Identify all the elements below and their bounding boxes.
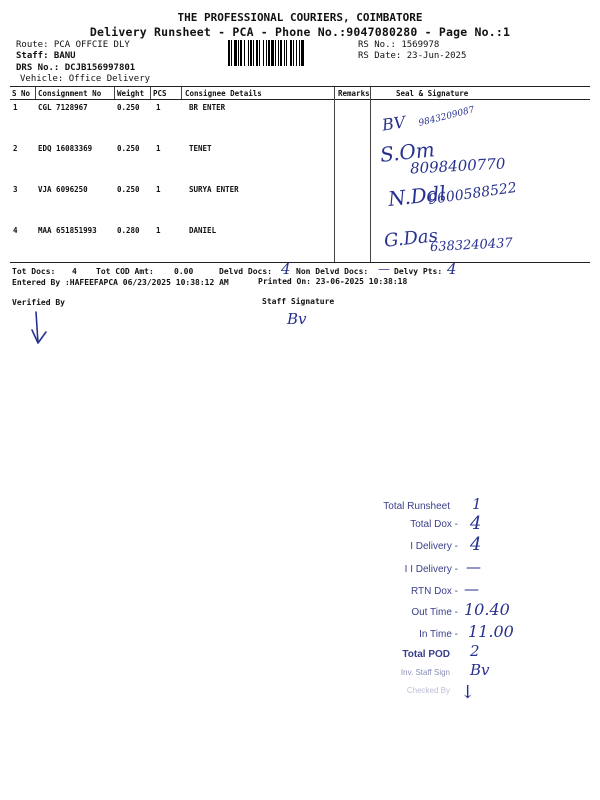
stamp-label: I I Delivery - [404,564,458,575]
stamp-label: Checked By [406,686,450,695]
rs-no: RS No.: 1569978 [358,40,440,50]
stamp-label: I Delivery - [410,541,458,552]
row-weight: 0.250 [117,103,140,112]
row-consignment: EDQ 16083369 [38,144,93,153]
summary-stamp [340,496,540,716]
signature: N.Ddl [386,181,447,211]
runsheet-subtitle: Delivery Runsheet - PCA - Phone No.:9047080280 - Page No.:1 [89,25,511,39]
delvd-docs-value: 4 [281,260,291,278]
row-pcs: 1 [156,226,161,235]
staff: Staff: BANU [16,51,76,61]
vehicle: Vehicle: Office Delivery [20,74,151,84]
stamp-value: 4 [470,534,482,555]
signature-phone: 8098400770 [409,154,506,178]
stamp-label: Inv. Staff Sign [400,668,450,677]
row-weight: 0.280 [117,226,140,235]
stamp-value: — [466,558,481,576]
company-title: THE PROFESSIONAL COURIERS, COIMBATORE [177,11,423,24]
row-consignee: DANIEL [189,226,217,235]
delvy-pts-value: 4 [447,260,457,278]
col-seal-signature: Seal & Signature [396,89,469,98]
drs-no: DRS No.: DCJB156997801 [16,63,136,73]
barcode [228,40,352,66]
stamp-value: 4 [470,513,482,534]
col-pcs: PCS [153,89,167,98]
row-sno: 2 [13,144,18,153]
stamp-label: Total POD [402,649,450,660]
row-pcs: 1 [156,103,161,112]
row-consignment: VJA 6096250 [38,185,88,194]
row-consignee: BR ENTER [189,103,226,112]
non-delvd-label: Non Delvd Docs: [296,267,369,276]
stamp-value: ↓ [460,682,476,703]
signature: G.Das [383,225,439,252]
tot-docs-label: Tot Docs: [12,267,56,276]
route: Route: PCA OFFCIE DLY [16,40,130,50]
col-consignment: Consignment No [38,89,102,98]
stamp-label: Total Dox - [410,519,458,530]
signature: BV [380,112,407,135]
row-weight: 0.250 [117,144,140,153]
row-pcs: 1 [156,144,161,153]
staff-signature-mark: Bv [287,310,307,328]
signature-phone: 6383240437 [429,235,514,256]
col-weight: Weight [117,89,145,98]
delvy-pts-label: Delvy Pts: [394,267,443,276]
stamp-value: 10.40 [464,600,510,619]
row-sno: 4 [13,226,18,235]
stamp-label: Out Time - [411,607,458,618]
signature-phone: 9600588522 [427,179,518,209]
col-remarks: Remarks [338,89,370,98]
row-consignment: CGL 7128967 [38,103,88,112]
col-divider [150,87,151,99]
col-sno: S No [12,89,31,98]
stamp-value: 11.00 [468,622,514,641]
row-pcs: 1 [156,185,161,194]
stamp-value: 2 [470,642,480,660]
col-divider [334,87,335,262]
entered-by: Entered By :HAFEEFAPCA 06/23/2025 10:38:12 AM [12,278,229,287]
stamp-label: In Time - [419,629,458,640]
stamp-label: Total Runsheet [383,501,450,512]
stamp-value: 1 [472,495,482,513]
row-weight: 0.250 [117,185,140,194]
tot-cod-label: Tot COD Amt: [96,267,154,276]
signature-phone: 9843209087 [417,105,476,129]
table-header-rule [10,99,590,100]
table-bottom-rule [10,262,590,263]
row-consignee: TENET [189,144,212,153]
stamp-value: — [464,580,479,598]
col-divider [181,87,182,99]
delvd-docs-label: Delvd Docs: [219,267,272,276]
staff-signature-label: Staff Signature [262,297,335,306]
col-consignee: Consignee Details [185,89,262,98]
col-divider [370,87,371,262]
signature: S.Om [378,137,436,167]
printed-on: Printed On: 23-06-2025 10:38:18 [258,277,408,286]
verified-by-label: Verified By [12,298,65,307]
stamp-value: Bv [470,661,490,679]
row-consignment: MAA 651851993 [38,226,97,235]
row-sno: 1 [13,103,18,112]
col-divider [35,87,36,99]
col-divider [114,87,115,99]
stamp-label: RTN Dox - [410,586,458,597]
non-delvd-value: — [378,262,390,276]
row-consignee: SURYA ENTER [189,185,239,194]
table-top-rule [10,86,590,87]
verified-by-signature [28,310,50,350]
tot-cod-value: 0.00 [174,267,194,276]
row-sno: 3 [13,185,18,194]
tot-docs-value: 4 [72,267,77,276]
rs-date: RS Date: 23-Jun-2025 [358,51,467,61]
